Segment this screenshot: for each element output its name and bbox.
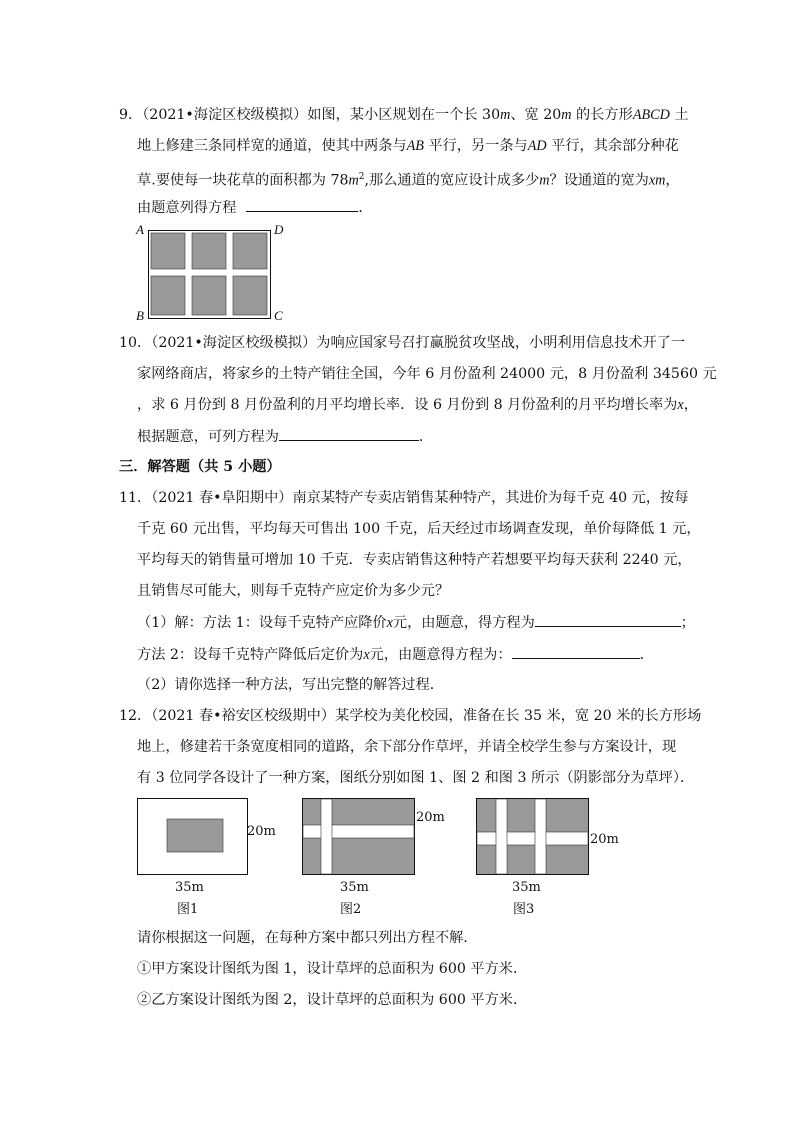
q11-line5 bbox=[137, 612, 695, 633]
text: x bbox=[363, 647, 370, 663]
text: ． bbox=[358, 200, 373, 216]
text: ． bbox=[418, 429, 434, 445]
text: 12．（2021 春•裕安区校级期中）某学校为美化校园，准备在长 35 米，宽 20 米的长方形场 bbox=[119, 708, 702, 724]
q12-item2 bbox=[137, 990, 527, 1010]
q12-line2 bbox=[137, 737, 676, 757]
text: m bbox=[500, 107, 511, 123]
text: 11．（2021 春•阜阳期中）南京某特产专卖店销售某种特产，其进价为每千克 40 元，按每 bbox=[119, 490, 689, 506]
figure-3 bbox=[476, 798, 626, 916]
text: 的长方形 bbox=[571, 107, 633, 123]
figure-3-caption: 图3 bbox=[513, 902, 535, 917]
text: m bbox=[561, 107, 572, 123]
q9-line4 bbox=[137, 197, 373, 218]
text: ． bbox=[639, 647, 654, 663]
field-diagram bbox=[148, 230, 272, 320]
figure-1-width: 35m bbox=[175, 880, 204, 895]
text: 地上，修建若干条宽度相同的道路，余下部分作草坪，并请全校学生参与方案设计，现 bbox=[137, 739, 677, 755]
text: 请你根据这一问题，在每种方案中都只列出方程不解． bbox=[137, 930, 478, 946]
q12-line4 bbox=[137, 928, 478, 948]
section-heading: 三．解答题（共 5 小题） bbox=[119, 459, 281, 475]
text: xm bbox=[648, 172, 666, 189]
label-d: D bbox=[274, 222, 284, 237]
figure-2-caption: 图2 bbox=[340, 902, 362, 917]
text: m bbox=[348, 172, 359, 189]
figure-3-height: 20m bbox=[590, 832, 619, 847]
text: AB bbox=[406, 138, 424, 154]
figure-1-height: 20m bbox=[247, 824, 276, 839]
text: 有 3 位同学各设计了一种方案，图纸分别如图 1、图 2 和图 3 所示（阴影部分为草坪）． bbox=[137, 770, 695, 786]
text: 元，由题意得方程为： bbox=[369, 647, 512, 663]
figure-3-width: 35m bbox=[512, 880, 541, 895]
text: 由题意列得方程 bbox=[137, 200, 237, 216]
label-a: A bbox=[136, 222, 144, 237]
label-c: C bbox=[274, 308, 283, 323]
text: ？设通道的宽为 bbox=[549, 172, 649, 189]
text: 、宽 20 bbox=[510, 107, 562, 123]
q10-line3 bbox=[137, 395, 698, 415]
text: 草.要使每一块花草的面积都为 78 bbox=[137, 172, 349, 189]
q11-line4 bbox=[137, 581, 449, 601]
text: ①甲方案设计图纸为图 1，设计草坪的总面积为 600 平方米． bbox=[137, 961, 528, 977]
text: 千克 60 元出售，平均每天可售出 100 千克，后天经过市场调查发现，单价每降低 1 元， bbox=[137, 521, 701, 537]
text: 10．（2021•海淀区校级模拟）为响应国家号召打赢脱贫攻坚战，小明利用信息技术开了一 bbox=[119, 335, 686, 351]
text: ，求 6 月份到 8 月份盈利的月平均增长率．设 6 月份到 8 月份盈利的月平均增长率为 bbox=[137, 397, 678, 413]
q10-line1 bbox=[119, 333, 685, 353]
text: 平均每天的销售量可增加 10 千克．专卖店销售这种特产若想要平均每天获利 2240 元， bbox=[137, 552, 692, 568]
q11-line1 bbox=[119, 488, 688, 508]
text: 平行，另一条与 bbox=[423, 138, 528, 154]
q11-line6 bbox=[137, 644, 654, 665]
text: 方法 2：设每千克特产降低后定价为 bbox=[137, 647, 364, 663]
q11-line2 bbox=[137, 519, 701, 539]
text: ， bbox=[665, 172, 680, 189]
text: 9．（2021•海淀区校级模拟）如图，某小区规划在一个长 30 bbox=[119, 107, 501, 123]
text: 平行，其余部分种花 bbox=[546, 138, 679, 154]
q9-line2 bbox=[137, 136, 679, 156]
text: 且销售尽可能大，则每千克特产应定价为多少元？ bbox=[137, 583, 450, 599]
text: 家网络商店，将家乡的土特产销往全国，今年 6 月份盈利 24000 元，8 月份盈利 34560 元 bbox=[137, 366, 717, 382]
text: （1）解：方法 1：设每千克特产应降价 bbox=[137, 615, 387, 631]
figure-3-diagram bbox=[476, 798, 590, 876]
answer-blank[interactable] bbox=[512, 644, 640, 659]
text: AD bbox=[527, 138, 547, 154]
q11-line3 bbox=[137, 550, 692, 570]
q12-line1 bbox=[119, 706, 701, 726]
text: 地上修建三条同样宽的通道，使其中两条与 bbox=[137, 138, 407, 154]
figure-1 bbox=[137, 798, 277, 916]
figure-2-width: 35m bbox=[340, 880, 369, 895]
text: 根据题意，可列方程为 bbox=[137, 429, 279, 445]
figure-2-height: 20m bbox=[416, 810, 445, 825]
figure-1-caption: 图1 bbox=[177, 902, 199, 917]
text: 土 bbox=[669, 107, 689, 123]
figure-2 bbox=[302, 798, 452, 916]
text: ABCD bbox=[632, 107, 670, 123]
text: x bbox=[386, 615, 393, 631]
text: 元，由题意，得方程为 bbox=[392, 615, 535, 631]
q11-line7 bbox=[137, 675, 444, 695]
superscript: 2 bbox=[358, 172, 365, 182]
answer-blank[interactable] bbox=[535, 612, 681, 627]
text: ； bbox=[680, 615, 695, 631]
answer-blank[interactable] bbox=[246, 197, 358, 212]
q9-line3 bbox=[137, 167, 680, 191]
text: x bbox=[677, 397, 684, 413]
figure-1-diagram bbox=[137, 798, 249, 876]
q10-line2 bbox=[137, 364, 717, 384]
text: ②乙方案设计图纸为图 2，设计草坪的总面积为 600 平方米． bbox=[137, 992, 528, 1008]
text: （2）请你选择一种方法，写出完整的解答过程． bbox=[137, 677, 444, 693]
q9-line1 bbox=[119, 105, 689, 125]
answer-blank[interactable] bbox=[279, 426, 419, 441]
text: ， bbox=[683, 397, 698, 413]
q12-item1 bbox=[137, 959, 527, 979]
q10-line4 bbox=[137, 426, 433, 447]
text: ,那么通道的宽应设计成多少 bbox=[364, 172, 540, 189]
q9-figure bbox=[136, 222, 288, 324]
label-b: B bbox=[136, 308, 144, 323]
figure-2-diagram bbox=[302, 798, 416, 876]
text: m bbox=[539, 172, 550, 189]
q12-line3 bbox=[137, 768, 694, 788]
